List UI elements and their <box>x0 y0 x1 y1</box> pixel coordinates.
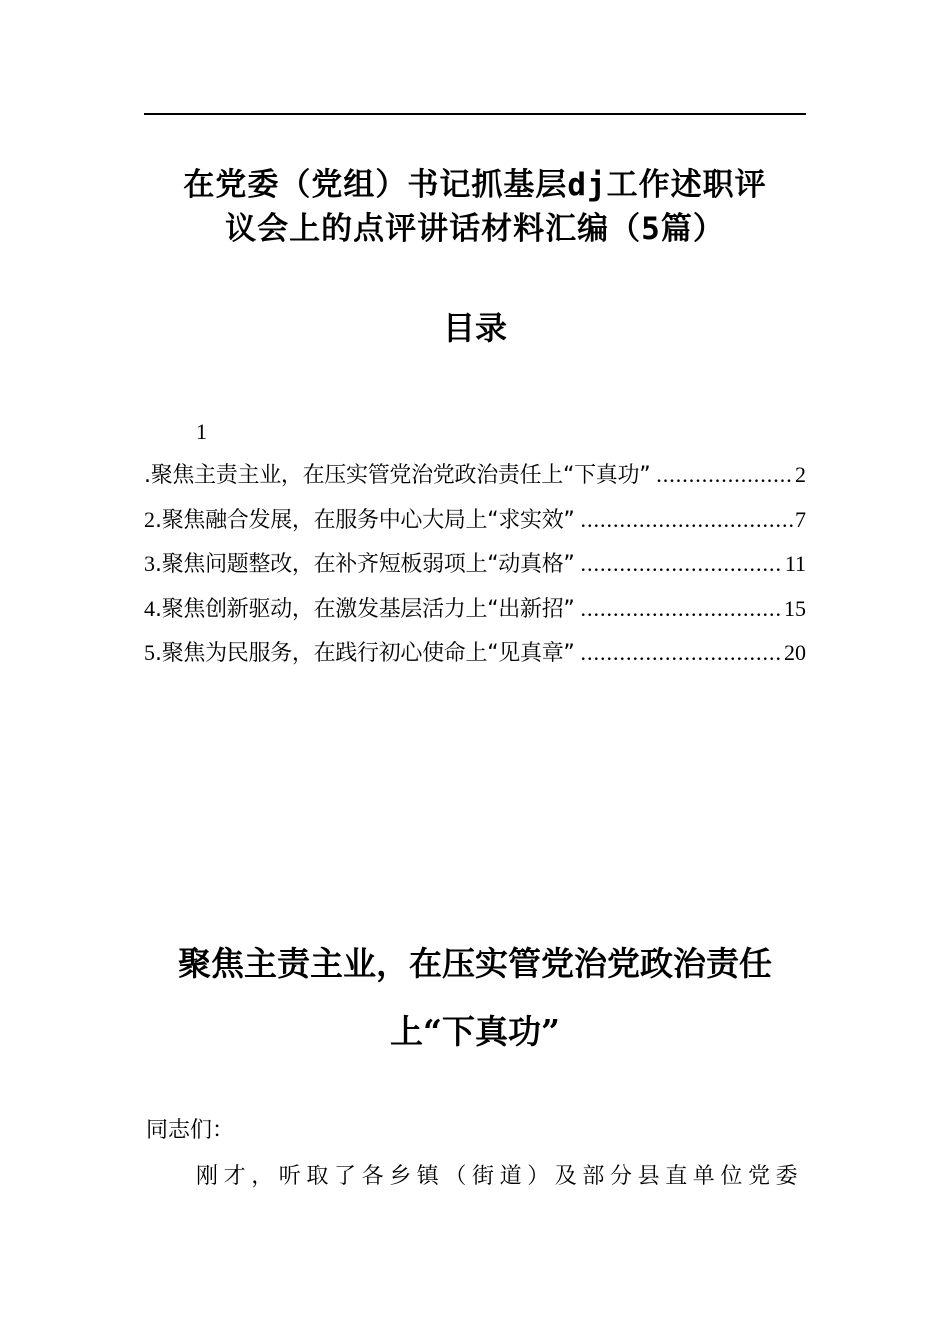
salutation: 同志们： <box>146 1118 235 1143</box>
toc-dot-leader <box>581 640 783 666</box>
toc-entry-label: .聚焦融合发展，在服务中心大局上“求实效” <box>155 507 575 533</box>
document-title <box>144 163 806 251</box>
toc-dot-leader <box>581 507 794 533</box>
toc-page-number: 2 <box>795 462 806 487</box>
section-title <box>144 930 806 1066</box>
toc-entry-label: .聚焦问题整改，在补齐短板弱项上“动真格” <box>155 552 575 577</box>
toc-entry-number: 4 <box>144 595 155 621</box>
toc-dot-leader <box>656 462 793 488</box>
toc-entry-number: 5 <box>144 640 155 665</box>
document-title-line-1: 在党委（党组）书记抓基层dj工作述职评 <box>183 167 767 203</box>
toc-entry-3[interactable] <box>144 547 806 592</box>
table-of-contents <box>144 458 806 681</box>
toc-page-number: 15 <box>784 595 806 621</box>
body-paragraph: 刚才，听取了各乡镇（街道）及部分县直单位党委 <box>196 1164 804 1189</box>
toc-dot-leader <box>581 551 783 577</box>
toc-entry-label: .聚焦主责主业，在压实管党治党政治责任上“下真功” <box>144 463 651 488</box>
section-title-line-1: 聚焦主责主业，在压实管党治党政治责任 <box>178 944 772 983</box>
toc-entry-number: 3 <box>144 551 155 576</box>
toc-entry-2[interactable] <box>144 503 806 548</box>
document-title-line-2: 议会上的点评讲话材料汇编（5篇） <box>225 211 725 247</box>
toc-entry-1-number: 1 <box>196 419 207 444</box>
toc-page-number: 20 <box>784 640 806 665</box>
toc-entry-5[interactable] <box>144 636 806 681</box>
toc-entry-1[interactable] <box>144 458 806 503</box>
toc-entry-4[interactable] <box>144 592 806 637</box>
toc-page-number: 7 <box>795 506 806 532</box>
toc-entry-label: .聚焦创新驱动，在激发基层活力上“出新招” <box>155 596 575 622</box>
toc-page-number: 11 <box>784 551 806 576</box>
toc-heading: 目录 <box>442 309 507 347</box>
header-rule <box>144 113 806 115</box>
toc-dot-leader <box>581 596 783 622</box>
toc-entry-label: .聚焦为民服务，在践行初心使命上“见真章” <box>155 641 575 666</box>
toc-entry-number: 2 <box>144 506 155 532</box>
section-title-line-2: 上“下真功” <box>390 1012 560 1051</box>
